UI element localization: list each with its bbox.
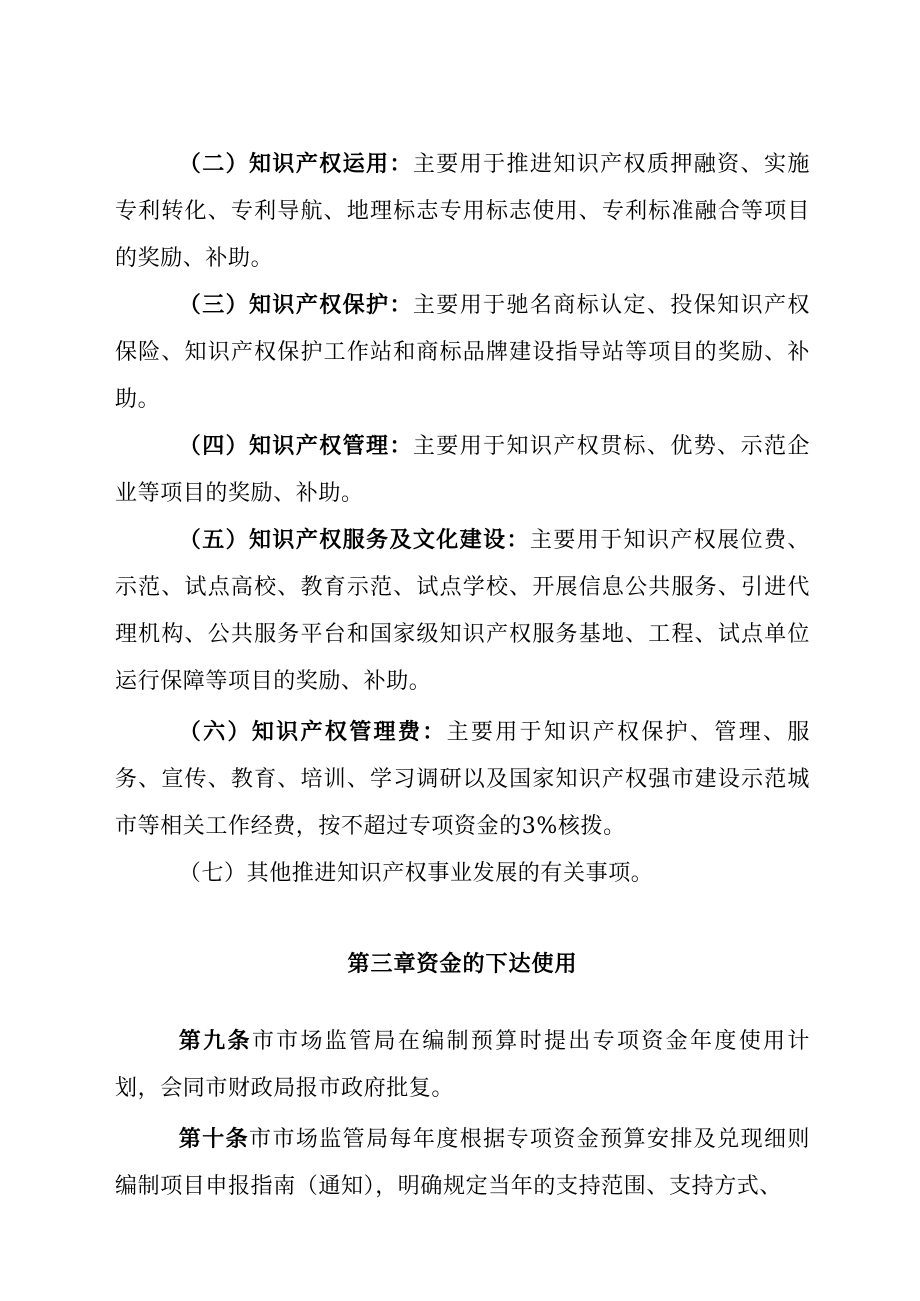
paragraph-lead: （六）知识产权管理费： bbox=[178, 719, 447, 745]
document-page bbox=[115, 141, 810, 1210]
paragraph-ip-protection bbox=[115, 282, 810, 423]
paragraph-ip-application bbox=[115, 141, 810, 282]
paragraph-body: 主要用于知识产权贯标、优势、示范企业等项目的奖励、补助。 bbox=[115, 434, 810, 506]
paragraph-body: 主要用于推进知识产权质押融资、实施专利转化、专利导航、地理标志专用标志使用、专利标准融合等项目的奖励、补助。 bbox=[115, 152, 810, 271]
article-ten bbox=[115, 1116, 810, 1210]
paragraph-other-matters bbox=[115, 850, 810, 897]
paragraph-ip-management-fee bbox=[115, 709, 810, 850]
article-lead: 第十条 bbox=[178, 1126, 250, 1152]
paragraph-lead: （三）知识产权保护： bbox=[178, 292, 413, 318]
article-body: 市市场监管局每年度根据专项资金预算安排及兑现细则编制项目申报指南（通知），明确规定当年的支持范围、支持方式、 bbox=[115, 1127, 810, 1199]
spacer bbox=[115, 988, 810, 1018]
paragraph-lead: （四）知识产权管理： bbox=[178, 433, 413, 459]
paragraph-lead: （二）知识产权运用： bbox=[178, 151, 413, 177]
article-nine bbox=[115, 1018, 810, 1112]
paragraph-ip-management bbox=[115, 423, 810, 517]
spacer bbox=[115, 897, 810, 941]
paragraph-body: （七）其他推进知识产权事业发展的有关事项。 bbox=[178, 861, 654, 886]
article-body: 市市场监管局在编制预算时提出专项资金年度使用计划，会同市财政局报市政府批复。 bbox=[115, 1029, 810, 1101]
paragraph-ip-services-culture bbox=[115, 517, 810, 705]
chapter-title: 第三章资金的下达使用 bbox=[347, 951, 578, 977]
paragraph-body: 主要用于知识产权保护、管理、服务、宣传、教育、培训、学习调研以及国家知识产权强市建设示范城市等相关工作经费，按不超过专项资金的3%核拨。 bbox=[115, 720, 810, 839]
paragraph-body: 主要用于知识产权展位费、示范、试点高校、教育示范、试点学校、开展信息公共服务、引进代理机构、公共服务平台和国家级知识产权服务基地、工程、试点单位运行保障等项目的奖励、补助。 bbox=[115, 528, 810, 694]
article-lead: 第九条 bbox=[178, 1028, 252, 1054]
paragraph-lead: （五）知识产权服务及文化建设： bbox=[178, 527, 530, 553]
paragraph-body: 主要用于驰名商标认定、投保知识产权保险、知识产权保护工作站和商标品牌建设指导站等项目的奖励、补助。 bbox=[115, 293, 810, 412]
